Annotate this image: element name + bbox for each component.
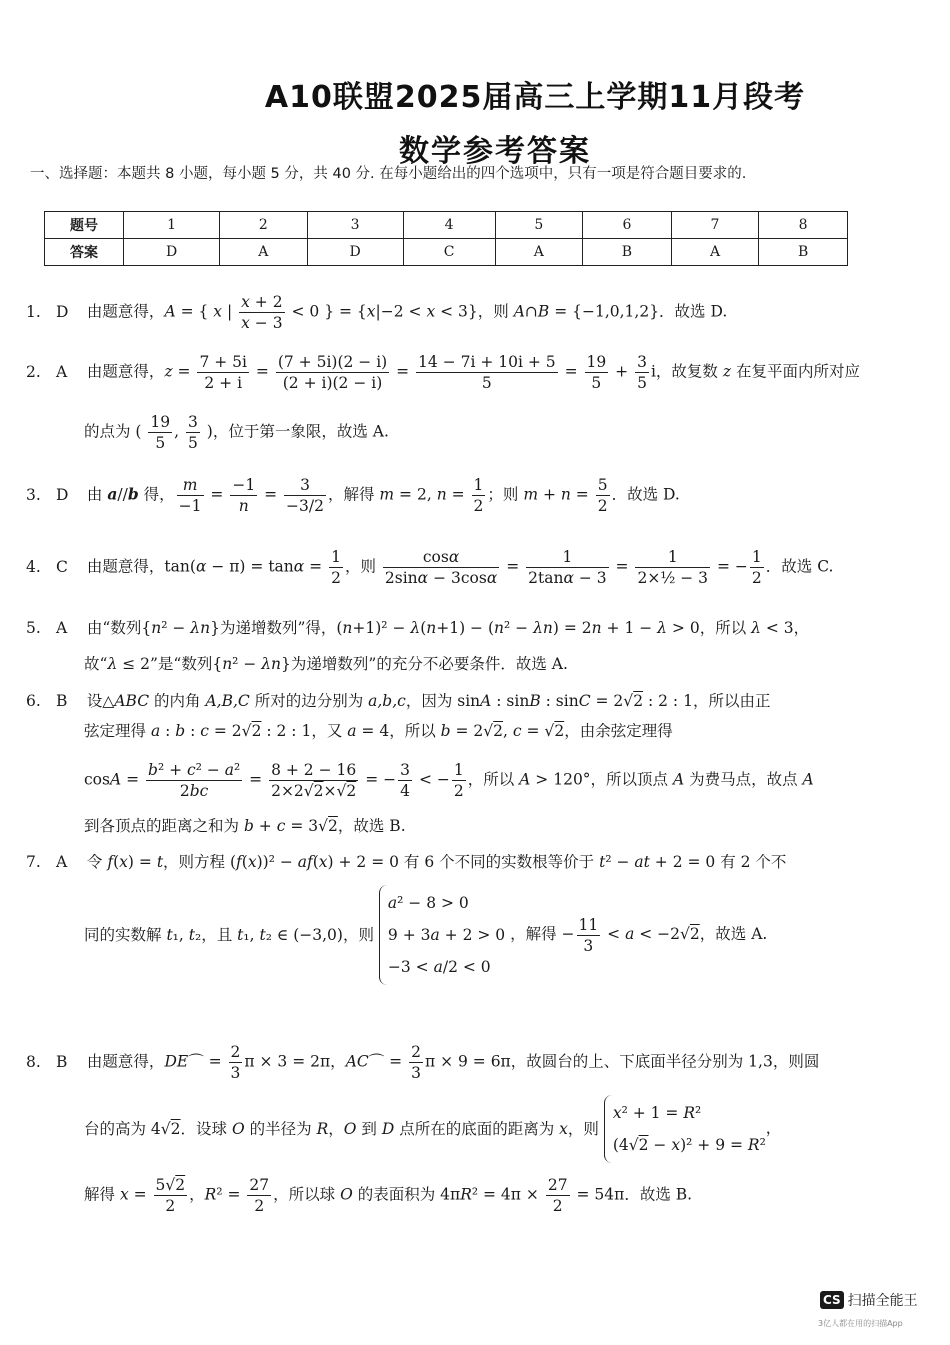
solution-number: 3. bbox=[26, 485, 41, 504]
table-cell: A bbox=[495, 239, 582, 266]
scanner-logo bbox=[820, 1290, 918, 1310]
solution-8: 8. B 由题意得，DE⌒ = $\frac{2}{3}$ π × 3 = 2π，AC⌒ = $\frac{2}{3}$ π × 9 = 6π，故圆台的上、下底面半径分别为 1,3，则圆 bbox=[26, 1043, 820, 1082]
solution-8-cont1: 台的高为 4√2．设球 O 的半径为 R，O 到 D 点所在的底面的距离为 x，则 x² + 1 = R² (4√2 − x)² + 9 = R² ， bbox=[84, 1095, 944, 1163]
solution-key: D bbox=[56, 302, 69, 321]
solution-number: 2. bbox=[26, 362, 41, 381]
answer-table bbox=[44, 211, 848, 266]
solution-number: 5. bbox=[26, 619, 41, 637]
solution-number: 6. bbox=[26, 692, 41, 710]
solution-5-cont: 故“λ ≤ 2”是“数列{n² − λn}为递增数列”的充分不必要条件．故选 A. bbox=[84, 655, 568, 673]
cs-logo-icon: CS bbox=[820, 1291, 844, 1309]
table-cell: 6 bbox=[583, 212, 672, 239]
table-cell: 3 bbox=[307, 212, 403, 239]
page-subtitle: 数学参考答案 bbox=[399, 134, 591, 169]
solution-2-cont: 的点为 ( $\frac{19}{5}$ , $\frac{3}{5}$ )，位于第一象限，故选 A. bbox=[84, 413, 389, 452]
solution-6-cont2: cosA = $\frac{\text{b² + c² − a²}}{2bc}$ = $\frac{8 + 2 - 16}{2\times 2√2\times√2}$ = − $\frac{3}{4}$ < − $\frac{1}{2}$ ，所以 A > 120°，所以顶点 A 为费马点，故点 A bbox=[84, 761, 814, 800]
table-cell: 7 bbox=[671, 212, 758, 239]
solution-7: 7. A 令 f(x) = t，则方程 (f(x))² − af(x) + 2 = 0 有 6 个不同的实数根等价于 t² − at + 2 = 0 有 2 个不 bbox=[26, 853, 787, 871]
table-cell: C bbox=[403, 239, 495, 266]
solution-key: D bbox=[56, 485, 69, 504]
table-cell: 4 bbox=[403, 212, 495, 239]
table-cell: D bbox=[124, 239, 220, 266]
solution-6: 6. B 设△ABC 的内角 A,B,C 所对的边分别为 a,b,c，因为 sinA : sinB : sinC = 2√2 : 2 : 1，所以由正 bbox=[26, 692, 771, 710]
table-cell: A bbox=[220, 239, 307, 266]
table-header: 答案 bbox=[45, 239, 124, 266]
scanner-tagline: 3亿人都在用的扫描App bbox=[818, 1319, 903, 1328]
inequality-system: a² − 8 > 0 9 + 3a + 2 > 0 −3 < a/2 < 0 bbox=[379, 885, 505, 985]
solution-key: B bbox=[56, 1052, 68, 1071]
table-row bbox=[45, 239, 848, 266]
table-cell: A bbox=[671, 239, 758, 266]
section-intro: 一、选择题：本题共 8 小题，每小题 5 分，共 40 分. 在每小题给出的四个选项中，只有一项是符合题目要求的. bbox=[30, 166, 747, 182]
solution-key: B bbox=[56, 692, 68, 710]
table-cell: 2 bbox=[220, 212, 307, 239]
solution-6-cont1: 弦定理得 a : b : c = 2√2 : 2 : 1，又 a = 4，所以 b = 2√2, c = √2，由余弦定理得 bbox=[84, 722, 673, 740]
equation-system: x² + 1 = R² (4√2 − x)² + 9 = R² bbox=[604, 1095, 766, 1163]
solution-key: A bbox=[56, 619, 68, 637]
table-cell: 1 bbox=[124, 212, 220, 239]
solution-2: 2. A 由题意得，z = $\frac{7 + 5i}{2 + i}$ = $\frac{(7 + 5i)(2 - i)}{(2 + i)(2 - i)}$ = $\frac{14 - 7i + 10i + 5}{5}$ = $\frac{19}{5}$ + $\frac{3}{5}$ i，故复数 z 在复平面内所对应 bbox=[26, 353, 860, 392]
solution-3: 3. D 由 a//b 得， $\frac{m}{-1}$ = $\frac{-1}{n}$ = $\frac{3}{-3/2}$ ，解得 m = 2, n = $\frac{1}{2}$ ；则 m + n = $\frac{5}{2}$ ．故选 D. bbox=[26, 476, 680, 515]
table-cell: 8 bbox=[759, 212, 848, 239]
page-title: A10联盟2025届高三上学期11月段考 bbox=[264, 80, 806, 115]
solution-key: A bbox=[56, 362, 68, 381]
table-cell: B bbox=[583, 239, 672, 266]
solution-5: 5. A 由“数列{n² − λn}为递增数列”得，(n+1)² − λ(n+1) − (n² − λn) = 2n + 1 − λ > 0，所以 λ < 3， bbox=[26, 619, 810, 637]
solution-7-cont: 同的实数解 t₁, t₂，且 t₁, t₂ ∈ (−3,0)，则 a² − 8 > 0 9 + 3a + 2 > 0 −3 < a/2 < 0 ，解得 − $\frac{11}{3}$ < a < −2√2，故选 A. bbox=[84, 885, 944, 985]
solution-4: 4. C 由题意得，tan(α − π) = tanα = $\frac{1}{2}$ ，则 $\frac{\cos\alpha}{2\sin\alpha - 3\cos\alpha}$ = $\frac{1}{2\tan\alpha - 3}$ = $\frac{1}{\text{2×½ − 3}}$ = − $\frac{1}{2}$ ．故选 C. bbox=[26, 548, 834, 587]
solution-8-cont2: 解得 x = $\frac{5√2}{2}$ ，R² = $\frac{27}{2}$ ，所以球 O 的表面积为 4πR² = 4π × $\frac{27}{2}$ = 54π．故选 B. bbox=[84, 1176, 693, 1215]
table-cell: D bbox=[307, 239, 403, 266]
scanner-name: 扫描全能王 bbox=[847, 1293, 918, 1309]
table-header: 题号 bbox=[45, 212, 124, 239]
solution-key: A bbox=[56, 853, 68, 871]
solution-number: 8. bbox=[26, 1052, 41, 1071]
table-row bbox=[45, 212, 848, 239]
solution-6-cont3: 到各顶点的距离之和为 b + c = 3√2，故选 B. bbox=[84, 817, 406, 835]
solution-key: C bbox=[56, 557, 68, 576]
solution-number: 1. bbox=[26, 302, 41, 321]
table-cell: 5 bbox=[495, 212, 582, 239]
solution-1: 1. D 由题意得，A = { x | $\frac{x + 2}{x - 3}$ < 0 } = {x|−2 < x < 3}，则 A∩B = {−1,0,1,2}．故选 D. bbox=[26, 293, 728, 332]
table-cell: B bbox=[759, 239, 848, 266]
solution-number: 7. bbox=[26, 853, 41, 871]
solution-number: 4. bbox=[26, 557, 41, 576]
